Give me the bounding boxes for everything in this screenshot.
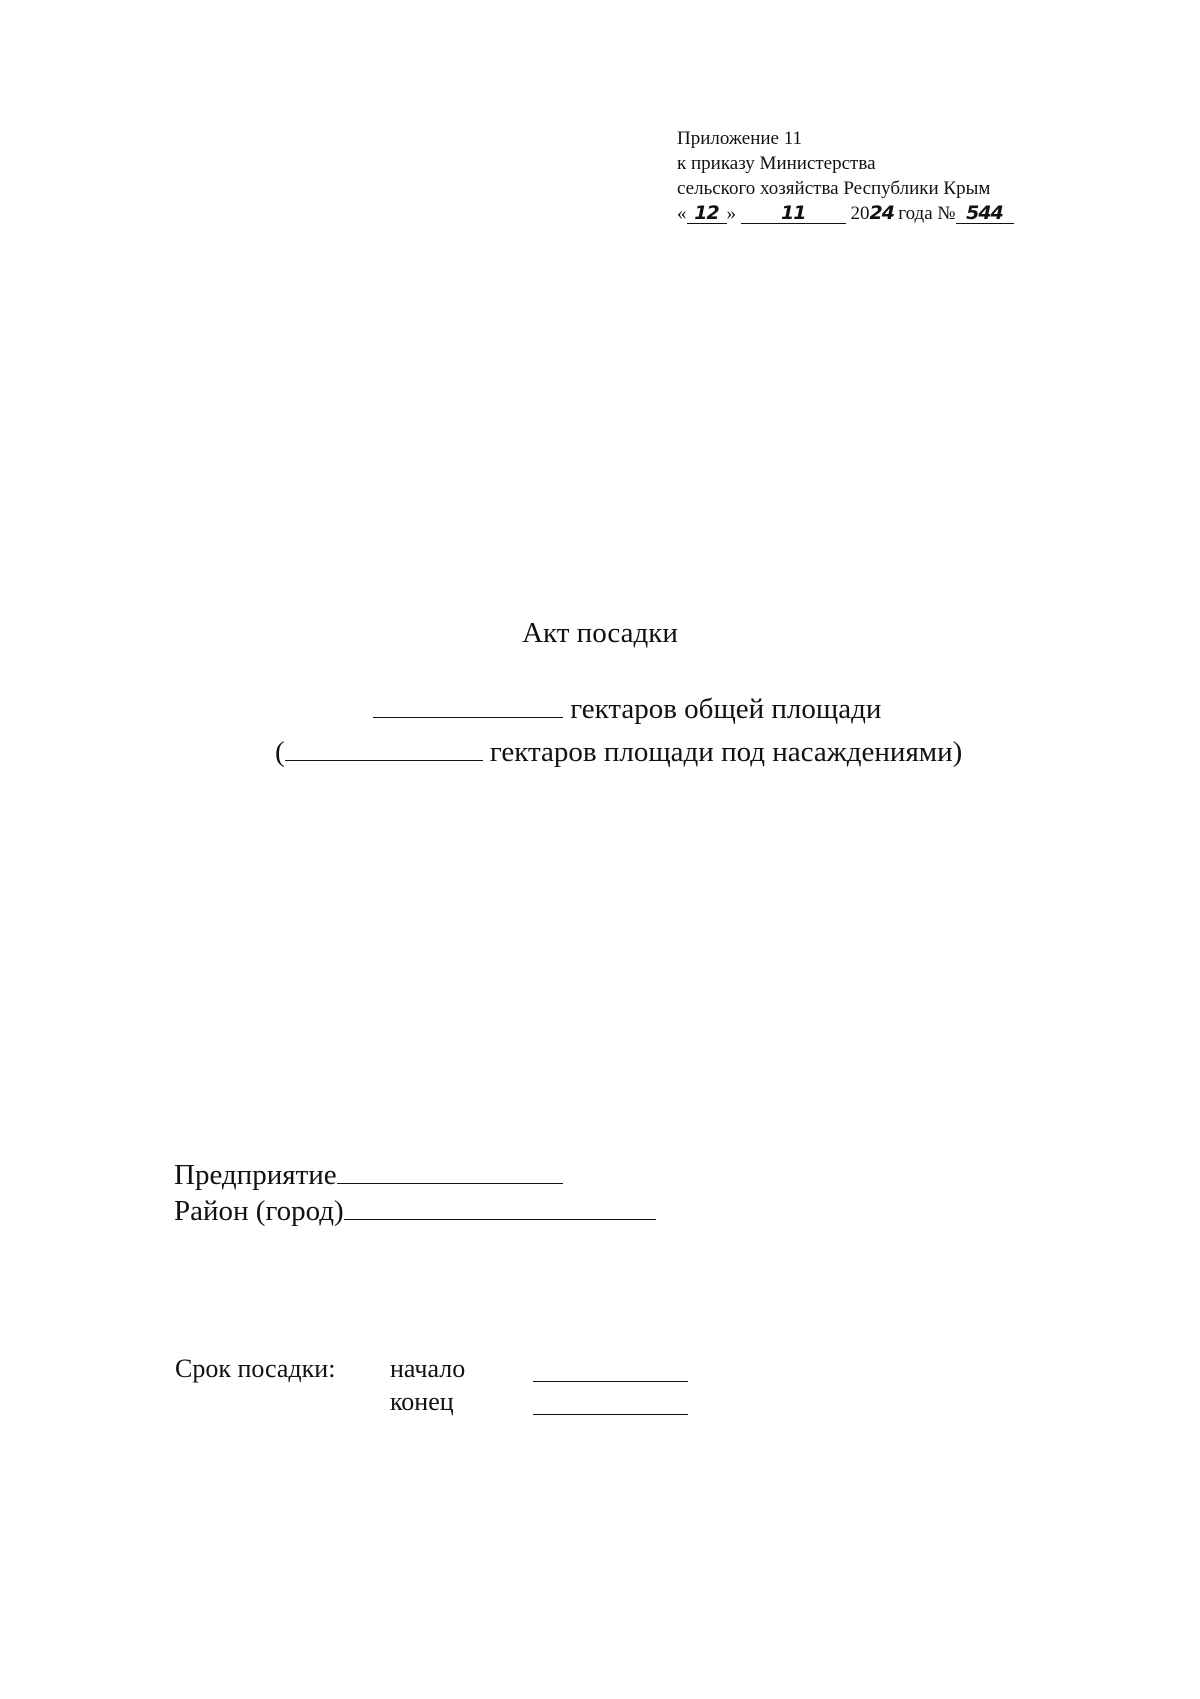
appendix-header xyxy=(677,126,1097,226)
planting-end-blank[interactable] xyxy=(533,1414,688,1415)
appendix-ministry: сельского хозяйства Республики Крым xyxy=(677,178,991,199)
total-area-blank[interactable] xyxy=(373,691,563,718)
enterprise-blank[interactable] xyxy=(337,1157,563,1184)
planting-end-label: конец xyxy=(390,1387,454,1416)
appendix-order-ref: к приказу Министерства xyxy=(677,153,876,174)
appendix-number: Приложение 11 xyxy=(677,128,803,149)
planting-start-blank[interactable] xyxy=(533,1381,688,1382)
district-blank[interactable] xyxy=(344,1193,656,1220)
enterprise-label: Предприятие xyxy=(174,1159,337,1191)
planting-period-label: Срок посадки: xyxy=(175,1354,336,1383)
planted-area-blank[interactable] xyxy=(285,734,483,761)
planted-area-label: гектаров площади под насаждениями) xyxy=(489,736,963,768)
district-row xyxy=(174,1193,656,1229)
district-label: Район (город) xyxy=(174,1195,344,1227)
appendix-date-line xyxy=(677,201,1097,226)
date-month-handwritten: 11 xyxy=(741,203,846,224)
total-area-label: гектаров общей площади xyxy=(570,693,882,725)
document-title: Акт посадки xyxy=(522,617,678,649)
date-day-handwritten: 12 xyxy=(687,203,727,224)
planted-area-line xyxy=(275,734,962,770)
date-close-quote: » xyxy=(726,203,736,224)
date-year-prefix: 20 xyxy=(850,203,870,224)
order-number-handwritten: 544 xyxy=(956,203,1014,224)
date-open-quote: « xyxy=(677,203,687,224)
enterprise-row xyxy=(174,1157,563,1193)
total-area-line xyxy=(373,691,881,727)
date-year-handwritten: 24 xyxy=(869,202,894,224)
date-year-word: года № xyxy=(898,203,956,224)
planting-start-label: начало xyxy=(390,1354,466,1383)
planted-area-open-paren: ( xyxy=(275,736,285,768)
